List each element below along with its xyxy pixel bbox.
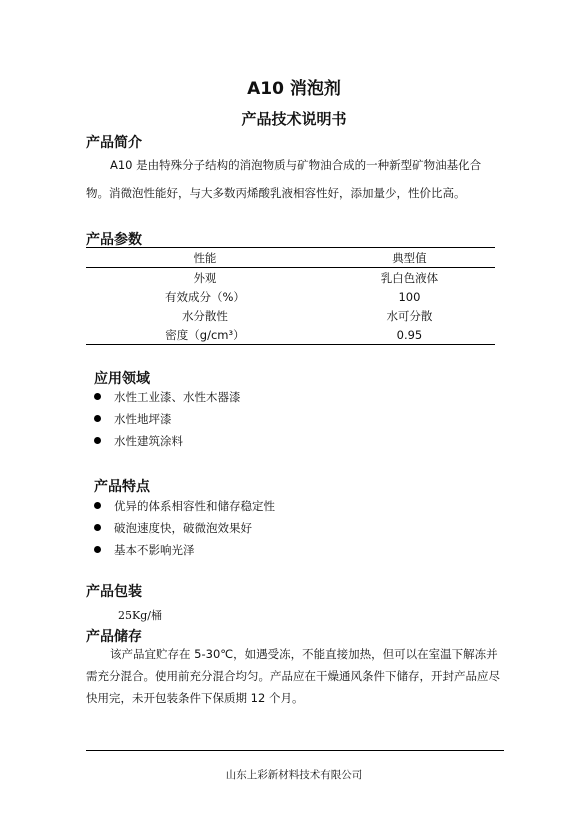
list-item [94,408,241,430]
table-row [86,268,495,288]
param-value: 0.95 [396,327,423,342]
params-heading: 产品参数 [86,232,142,248]
bullet-icon [94,502,101,509]
applications-list [94,386,241,452]
storage-heading: 产品储存 [86,629,142,645]
packaging-text: 25Kg/桶 [118,609,162,622]
bullet-icon [94,393,101,400]
params-column-header: 典型值 [392,250,427,265]
intro-heading: 产品简介 [86,135,142,151]
bullet-icon [94,437,101,444]
applications-heading: 应用领域 [94,371,150,387]
list-item [94,517,275,539]
bullet-icon [94,415,101,422]
features-heading: 产品特点 [94,479,150,495]
document-subtitle: 产品技术说明书 [241,110,347,128]
list-item [94,495,275,517]
param-value: 乳白色液体 [380,270,439,285]
list-item-text: 水性建筑涂料 [114,434,183,448]
params-header-row [86,248,495,268]
features-list [94,495,275,561]
list-item [94,430,241,452]
intro-text: A10 是由特殊分子结构的消泡物质与矿物油合成的一种新型矿物油基化合物。消微泡性能好，与大多数丙烯酸乳液相容性好，添加量少，性价比高。 [86,158,482,200]
param-name: 密度（g/cm³） [165,327,245,342]
params-table [86,247,495,345]
params-column-header: 性能 [193,250,217,265]
table-row [86,306,495,325]
list-item-text: 基本不影响光泽 [114,543,195,557]
storage-text: 该产品宜贮存在 5-30℃，如遇受冻，不能直接加热，但可以在室温下解冻并需充分混合。使用前充分混合均匀。产品应在干燥通风条件下储存，开封产品应尽快用完，未开包装条件下保质期 12 个月。 [86,647,500,705]
document-title: A10 消泡剂 [247,79,341,99]
list-item [94,386,241,408]
footer-company: 山东上彩新材料技术有限公司 [225,769,363,781]
list-item-text: 破泡速度快，破微泡效果好 [114,521,252,535]
list-item-text: 水性工业漆、水性木器漆 [114,390,241,404]
param-value: 水可分散 [386,308,433,323]
list-item-text: 水性地坪漆 [114,412,172,426]
packaging-heading: 产品包装 [86,584,142,600]
list-item [94,539,275,561]
param-name: 外观 [193,270,217,285]
param-name: 有效成分（%） [164,289,245,304]
param-value: 100 [398,289,421,304]
table-row [86,325,495,345]
list-item-text: 优异的体系相容性和储存稳定性 [114,499,275,513]
param-name: 水分散性 [181,308,228,323]
footer-divider [86,750,504,751]
bullet-icon [94,546,101,553]
bullet-icon [94,524,101,531]
table-row [86,287,495,306]
